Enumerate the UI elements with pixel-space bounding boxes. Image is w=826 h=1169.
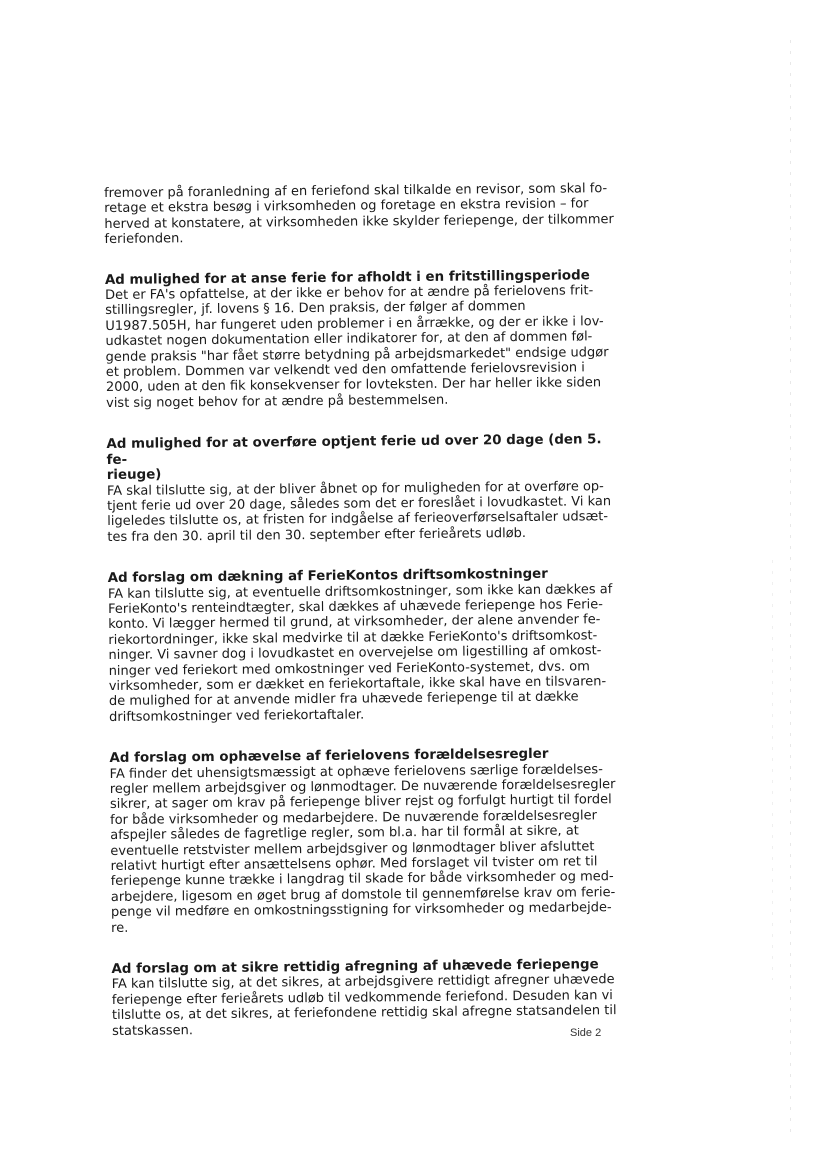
page-number: Side 2: [570, 1027, 602, 1039]
document-body: [104, 181, 628, 1065]
section-afregning: [111, 957, 628, 1039]
scan-edge-artifact: [790, 40, 791, 1140]
section-foraeldelse: [109, 746, 627, 936]
section-heading: Ad forslag om at sikre rettidig afregning af uhævede feriepenge: [111, 957, 599, 978]
section-feriekonto: [108, 566, 625, 725]
section-heading: Ad forslag om ophævelse af ferielovens forældelsesregler: [109, 746, 549, 767]
section-heading: Ad mulighed for at anse ferie for afholdt i en fritstillingsperiode: [104, 267, 590, 288]
section-overfoersel: [106, 432, 623, 545]
section-body: Det er FA's opfattelse, at der ikke er behov for at ændre på ferielovens frit- stillingsregler, jf. lovens § 16. Den praksis, der følger af dommen U1987.505H, har fungeret uden problemer i en årrække, og der er ikke i lov- udkastet nogen dokumentation eller indikatorer for, at den af dommen føl- gende praksis "har fået større betydning på arbejdsmarkedet" endsige udgør et problem. Dommen var velkendt ved den omfattende ferielovsrevision i 2000, uden at den fik konsekvenser for lovteksten. Der har heller ikke siden vist sig noget behov for at ændre på bestemmelsen.: [104, 283, 609, 411]
intro-paragraph: fremover på foranledning af en feriefond skal tilkalde en revisor, som skal fo- retage et ekstra besøg i virksomheden og foretage en ekstra revision – for herved at konstatere, at virksomheden ikke skylder feriepenge, der tilkommer feriefonden.: [104, 181, 614, 248]
section-heading: Ad mulighed for at overføre optjent ferie ud over 20 dage (den 5. fe- rieuge): [106, 432, 602, 484]
section-body: FA kan tilslutte sig, at det sikres, at arbejdsgivere rettidigt afregner uhævede feriepenge efter ferieårets udløb til vedkommende feriefond. Desuden kan vi tilslutte os, at det sikres, at feriefondene rettidig skal afregne statsandelen til statskassen.: [111, 972, 617, 1039]
section-heading: Ad forslag om dækning af FerieKontos driftsomkostninger: [107, 566, 548, 587]
section-body: FA finder det uhensigtsmæssigt at ophæve ferielovens særlige forældelses- regler mellem arbejdsgiver og lønmodtager. De nuværende forældelsesregler sikrer, at sager om krav på feriepenge bliver rejst og forfulgt hurtigt til fordel for både virksomheder og medarbejdere. De nuværende forældelsesregler afspejler således de fagretlige regler, som bl.a. har til formål at sikre, at eventuelle retstvister mellem arbejdsgiver og lønmodtager bliver afsluttet relativt hurtigt efter ansættelsens ophør. Med forslaget vil tvister om ret til feriepenge kunne trække i langdrag til skade for både virksomheder og med- arbejdere, ligesom en øget brug af domstole til gennemførelse krav om ferie- penge vil medføre en omkostningsstigning for virksomheder og medarbejde- re.: [109, 761, 616, 936]
section-body: FA skal tilslutte sig, at der bliver åbnet op for muligheden for at overføre op- tjent ferie ud over 20 dage, således som det er foreslået i lovudkastet. Vi kan ligeledes tilslutte os, at fristen for indgåelse af ferieoverførselsaftaler udsæt- tes fra den 30. april til den 30. september efter ferieårets udløb.: [106, 478, 612, 545]
scan-edge-artifact: [772, 560, 773, 980]
section-fritstilling: [105, 268, 622, 412]
section-body: FA kan tilslutte sig, at eventuelle driftsomkostninger, som ikke kan dækkes af FerieKonto's renteindtægter, skal dækkes af uhævede feriepenge hos Ferie- konto. Vi lægger hermed til grund, at virksomheder, der alene anvender fe- riekortordninger, ikke skal medvirke til at dække FerieKonto's driftsomkost- ninger. Vi savner dog i lovudkastet en overvejelse om ligestilling af omkost- ninger ved feriekort med omkostninger ved FerieKonto-systemet, dvs. om virksomheder, som er dækket en feriekortaftale, ikke skal have en tilsvaren- de mulighed for at anvende midler fra uhævede feriepenge til at dække driftsomkostninger ved feriekortaftaler.: [107, 581, 613, 725]
